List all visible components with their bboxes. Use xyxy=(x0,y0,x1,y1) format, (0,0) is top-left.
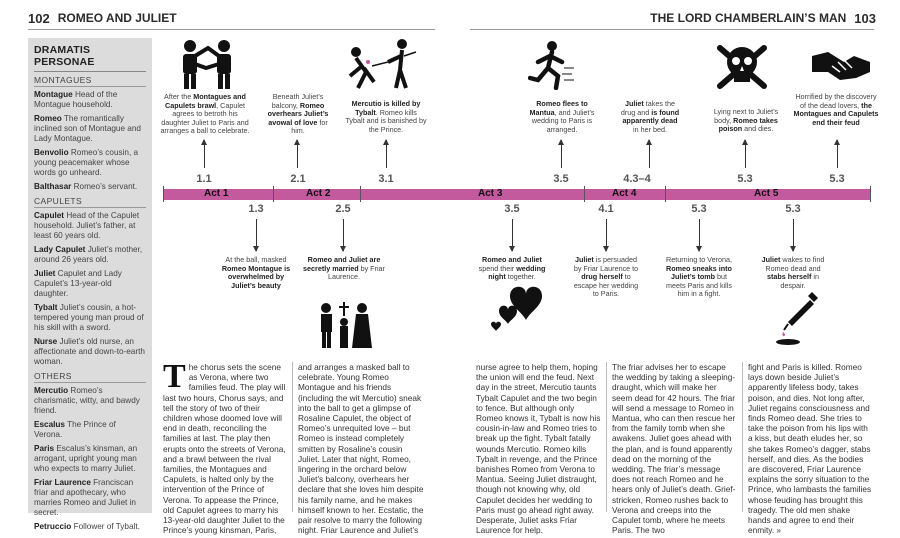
character-description: Juliet’s old nurse, an affectionate and down-to-earth woman. xyxy=(34,337,145,366)
character-description: Juliet’s cousin, a hot-tempered young man proud of his skill with a sword. xyxy=(34,303,144,332)
scene-number: 3.5 xyxy=(553,173,569,185)
handshake-icon xyxy=(810,42,872,86)
drop-cap: T xyxy=(163,358,186,395)
brawl-icon xyxy=(178,38,236,90)
character-entry xyxy=(34,211,146,241)
character-entry xyxy=(34,90,146,110)
event-caption: Lying next to Juliet’s body, Romeo takes poison and dies. xyxy=(713,107,779,134)
scene-number: 5.3 xyxy=(785,203,801,215)
character-name: Petruccio xyxy=(34,522,72,531)
event-caption: Beneath Juliet’s balcony, Romeo overhears Juliet’s avowal of love for him. xyxy=(267,92,329,136)
scene-number: 5.3 xyxy=(691,203,707,215)
scene-number: 4.1 xyxy=(598,203,614,215)
scene-number: 5.3 xyxy=(829,173,845,185)
sword-fight-icon xyxy=(344,38,418,92)
event-caption: Romeo and Juliet spend their wedding night together. xyxy=(478,255,546,282)
event-caption: Juliet is persuaded by Friar Laurence to drug herself to escape her wedding to Paris. xyxy=(573,255,639,299)
character-name: Balthasar xyxy=(34,182,72,191)
character-name: Benvolio xyxy=(34,148,69,157)
running-man-icon xyxy=(528,40,576,90)
sidebar-title xyxy=(34,44,146,72)
character-description: Romeo’s charismatic, witty, and bawdy friend. xyxy=(34,386,140,415)
scene-number: 2.5 xyxy=(335,203,351,215)
down-arrow xyxy=(256,219,257,251)
character-description: Escalus’s kinsman, an arrogant, upright young man who expects to marry Juliet. xyxy=(34,444,138,473)
act-label: Act 4 xyxy=(612,188,637,199)
event-caption: After the Montagues and Capulets brawl, Capulet agrees to betroth his daughter Juliet to Paris and arranges a ball to celebrate. xyxy=(160,92,250,136)
down-arrow xyxy=(512,219,513,251)
right-page-number: 103 xyxy=(854,10,876,26)
act-label: Act 3 xyxy=(478,188,503,199)
character-entry xyxy=(34,303,146,333)
character-entry xyxy=(34,182,146,192)
character-entry xyxy=(34,522,146,532)
character-description: Capulet and Lady Capulet’s 13-year-old daughter. xyxy=(34,269,122,298)
down-arrow xyxy=(793,219,794,251)
character-entry xyxy=(34,148,146,178)
character-description: Romeo’s cousin, a young peacemaker whose words go unheard. xyxy=(34,148,139,177)
body-column: The friar advises her to escape the wedding by taking a sleeping-draught, which will make her seem dead for 42 hours. The friar will send a message to Romeo in Mantua, who can then rescue her from the family tomb when she awakens. Juliet goes ahead with the plan, and is found apparently dead on the morning of the wedding. The friar’s message does not reach Romeo and he hears only of Juliet’s death. Grief-stricken, Romeo rushes back to Verona and creeps into the Capulet tomb, where he meets Paris. The two xyxy=(612,362,736,536)
character-entry xyxy=(34,245,146,265)
event-caption: Mercutio is killed by Tybalt. Romeo kills Tybalt and is banished by the Prince. xyxy=(345,99,427,134)
character-entry xyxy=(34,114,146,144)
character-entry xyxy=(34,420,146,440)
timeline-tick xyxy=(870,186,871,202)
character-name: Romeo xyxy=(34,114,62,123)
character-name: Paris xyxy=(34,444,55,453)
sidebar-title-line1: DRAMATIS xyxy=(34,44,91,56)
timeline-tick xyxy=(665,186,666,202)
character-description: Juliet’s mother, around 26 years old. xyxy=(34,245,143,264)
character-name: Juliet xyxy=(34,269,56,278)
scene-number: 4.3–4 xyxy=(623,173,651,185)
montagues-heading: MONTAGUES xyxy=(34,75,146,87)
up-arrow xyxy=(649,140,650,168)
character-name: Mercutio xyxy=(34,386,69,395)
up-arrow xyxy=(837,140,838,168)
body-column: fight and Paris is killed. Romeo lays down beside Juliet’s apparently lifeless body, takes poison, and dies. Not long after, Juliet regains consciousness and finds Romeo dead. She tries to take the poison from his lips with a kiss, but death eludes her, so she takes Romeo’s dagger, stabs herself, and dies. As the bodies are discovered, Friar Laurence explains the sorry situation to the Prince, who lambasts the families whose feuding has brought this tragedy. The old men shake hands and agree to end their enmity. » xyxy=(748,362,872,536)
column-divider xyxy=(292,362,293,512)
scene-number: 3.5 xyxy=(504,203,520,215)
event-caption: Juliet takes the drug and is found apparently dead in her bed. xyxy=(620,99,680,134)
character-name: Nurse xyxy=(34,337,58,346)
event-caption: Returning to Verona, Romeo sneaks into Juliet’s tomb but meets Paris and kills him in a fight. xyxy=(666,255,732,299)
character-entry xyxy=(34,337,146,367)
up-arrow xyxy=(204,140,205,168)
wedding-icon xyxy=(318,298,372,350)
character-description: Romeo’s servant. xyxy=(73,182,138,191)
character-name: Friar Laurence xyxy=(34,478,91,487)
up-arrow xyxy=(386,140,387,168)
timeline-tick xyxy=(273,186,274,202)
body-text: he chorus sets the scene as Verona, where two families feud. The play will last two hours, Chorus says, and tell the story of two of their children whose doomed love will end in death, reconciling the families at last. The play then erupts onto the streets of Verona, and a brawl between the rival families, the Montagues and Capulets, is halted only by the intervention of the Prince of Verona. To appease the Prince, old Capulet agrees to marry his 13-year-old daughter Juliet to the Prince’s young kinsman, Paris, xyxy=(163,362,286,536)
skull-crossbones-icon xyxy=(714,40,770,94)
character-description: Head of the Montague household. xyxy=(34,90,118,109)
left-page-title: ROMEO AND JULIET xyxy=(57,11,177,25)
up-arrow xyxy=(745,140,746,168)
event-caption: Horrified by the discovery of the dead lovers, the Montagues and Capulets end their feud xyxy=(793,92,879,127)
scene-number: 5.3 xyxy=(737,173,753,185)
event-caption: Romeo and Juliet are secretly married by Friar Laurence. xyxy=(303,255,385,282)
character-name: Escalus xyxy=(34,420,65,429)
column-divider xyxy=(742,362,743,512)
body-column: and arranges a masked ball to celebrate. Young Romeo Montague and his friends (including the wit Mercutio) sneak into the ball to get a glimpse of Rosaline Capulet, the object of Romeo’s unrequited love – but Romeo is instead completely smitten by Rosaline’s cousin Juliet. Later that night, Romeo, lingering in the orchard below Juliet’s balcony, overhears her declare that she loves him despite his family name, and he makes himself known to her. Ecstatic, the pair resolve to marry the following night. Friar Laurence and Juliet’s xyxy=(298,362,424,536)
others-list xyxy=(34,386,146,532)
character-description: The romantically inclined son of Montague and Lady Montague. xyxy=(34,114,141,143)
left-header-rule xyxy=(28,29,435,30)
act-label: Act 5 xyxy=(754,188,779,199)
character-description: Follower of Tybalt. xyxy=(73,522,140,531)
event-caption: Juliet wakes to find Romeo dead and stabs herself in despair. xyxy=(761,255,825,290)
scene-number: 1.3 xyxy=(248,203,264,215)
character-name: Tybalt xyxy=(34,303,58,312)
act-label: Act 2 xyxy=(306,188,331,199)
left-page-number: 102 xyxy=(28,10,50,26)
character-name: Montague xyxy=(34,90,73,99)
timeline-tick xyxy=(163,186,164,202)
character-entry xyxy=(34,478,146,518)
capulets-list xyxy=(34,211,146,367)
hearts-icon xyxy=(486,276,548,338)
right-page-title: THE LORD CHAMBERLAIN’S MAN xyxy=(650,11,847,25)
character-description: Franciscan friar and apothecary, who marries Romeo and Juliet in secret. xyxy=(34,478,136,517)
character-name: Lady Capulet xyxy=(34,245,86,254)
scene-number: 1.1 xyxy=(196,173,212,185)
dramatis-personae-sidebar xyxy=(28,38,152,531)
right-header-rule xyxy=(470,29,874,30)
montagues-list xyxy=(34,90,146,192)
down-arrow xyxy=(606,219,607,251)
character-entry xyxy=(34,386,146,416)
body-column: nurse agree to help them, hoping the union will end the feud. Next day in the street, Mercutio taunts Tybalt Capulet and the two begin to fence. But although only Romeo knows it, Tybalt is now his cousin-in-law and Romeo tries to break up the fight. Tybalt fatally wounds Mercutio. Romeo kills Tybalt in revenge, and the Prince banishes Romeo from Verona to Mantua. Seeing Juliet distraught, though not knowing why, old Capulet decides her wedding to Paris must go ahead right away. Desperate, Juliet asks Friar Laurence for help. xyxy=(476,362,601,536)
event-caption: Romeo flees to Mantua, and Juliet’s wedding to Paris is arranged. xyxy=(529,99,595,134)
timeline-tick xyxy=(584,186,585,202)
up-arrow xyxy=(561,140,562,168)
character-entry xyxy=(34,444,146,474)
dropper-icon xyxy=(774,288,822,346)
scene-number: 2.1 xyxy=(290,173,306,185)
up-arrow xyxy=(297,140,298,168)
sidebar-title-line2: PERSONAE xyxy=(34,56,95,68)
right-page-header xyxy=(650,10,876,26)
character-name: Capulet xyxy=(34,211,65,220)
left-page-header xyxy=(28,10,177,26)
body-column xyxy=(163,358,289,536)
others-heading: OTHERS xyxy=(34,371,146,383)
timeline-tick xyxy=(360,186,361,202)
down-arrow xyxy=(699,219,700,251)
act-label: Act 1 xyxy=(204,188,229,199)
capulets-heading: CAPULETS xyxy=(34,196,146,208)
scene-number: 3.1 xyxy=(378,173,394,185)
column-divider xyxy=(606,362,607,512)
character-description: The Prince of Verona. xyxy=(34,420,116,439)
character-description: Head of the Capulet household. Juliet’s father, at least 60 years old. xyxy=(34,211,140,240)
event-caption: At the ball, masked Romeo Montague is overwhelmed by Juliet’s beauty xyxy=(221,255,291,290)
character-entry xyxy=(34,269,146,299)
down-arrow xyxy=(343,219,344,251)
